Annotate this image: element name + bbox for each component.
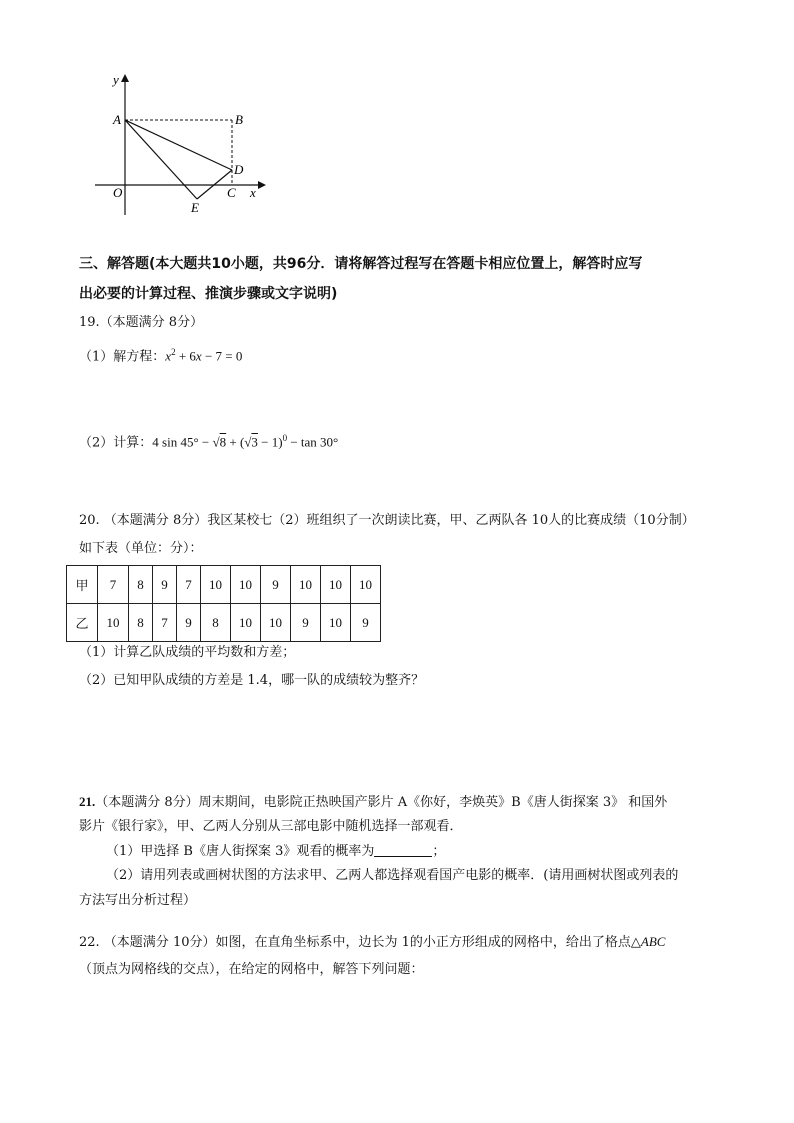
q21-sub2-line1: （2）请用列表或画树状图的方法求甲、乙两人都选择观看国产电影的概率．(请用画树状图或列表的 — [106, 868, 679, 883]
label-d: D — [234, 162, 244, 177]
label-c: C — [227, 185, 236, 200]
q19-eq-x2: x — [195, 348, 202, 364]
q19-expr-exp0: 0 — [282, 433, 288, 443]
q19-part1 — [79, 342, 242, 367]
q21-sub2-line2: 方法写出分析过程） — [79, 893, 197, 908]
q21-line1-text: （本题满分 8分）周末期间，电影院正热映国产影片 A《你好，李焕英》B《唐人街探案 3》 和国外 — [95, 795, 668, 810]
section-heading-line2: 出必要的计算过程、推演步骤或文字说明) — [79, 286, 338, 302]
score-cell: 9 — [153, 566, 177, 604]
label-o: O — [113, 185, 123, 200]
row-name-yi: 乙 — [67, 604, 98, 642]
score-cell: 10 — [261, 604, 291, 642]
score-cell: 8 — [129, 604, 153, 642]
score-cell: 7 — [177, 566, 201, 604]
score-cell: 10 — [231, 604, 261, 642]
coordinate-figure — [90, 70, 270, 220]
q19-eq-sq: 2 — [171, 347, 176, 357]
q21-sub1 — [106, 842, 445, 862]
score-cell: 9 — [291, 604, 321, 642]
q19-part1-label: （1）解方程： — [79, 349, 166, 365]
q19-eq-x: x — [165, 348, 172, 364]
q20-line2: 如下表（单位：分）： — [79, 541, 203, 556]
score-cell: 10 — [231, 566, 261, 604]
q22-line1-text: 22. （本题满分 10分）如图，在直角坐标系中，边长为 1的小正方形组成的网格中，给出了格点△ — [79, 935, 641, 950]
q19-expr-close: − 1) — [257, 434, 283, 450]
label-e: E — [191, 200, 199, 215]
q19-expr-minus: − √ — [198, 434, 220, 450]
q19-expr-a: 4 sin 45° — [152, 434, 199, 450]
x-axis-arrow-icon — [258, 181, 266, 189]
q21-line2: 影片《银行家》，甲、乙两人分别从三部电影中随机选择一部观看． — [79, 819, 463, 834]
q22-line2: （顶点为网格线的交点），在给定的网格中，解答下列问题： — [79, 962, 424, 977]
q19-eq-rest2: − 7 = 0 — [201, 348, 243, 364]
q21-line1 — [79, 792, 667, 813]
q19-part2-label: （2）计算： — [79, 435, 153, 451]
score-cell: 10 — [201, 566, 231, 604]
q22-triangle-abc: ABC — [640, 934, 666, 949]
score-table — [66, 565, 381, 642]
q21-sub1-end: ； — [432, 844, 446, 859]
q20-sub1: （1）计算乙队成绩的平均数和方差； — [79, 645, 296, 660]
q19-expr-plus: + (√ — [226, 434, 252, 450]
label-x: x — [250, 185, 256, 200]
q22-line1 — [79, 932, 665, 953]
score-cell: 10 — [98, 604, 129, 642]
score-cell: 7 — [98, 566, 129, 604]
q20-sub2: （2）已知甲队成绩的方差是 1.4，哪一队的成绩较为整齐？ — [79, 673, 425, 688]
y-axis-arrow-icon — [121, 74, 129, 82]
section-heading-line1: 三、解答题(本大题共10小题，共96分．请将解答过程写在答题卡相应位置上，解答时应写 — [79, 256, 643, 272]
q19-expr-rad3: 3 — [251, 434, 258, 450]
score-cell: 10 — [321, 566, 351, 604]
segment-ad — [125, 120, 232, 170]
table-row-jia — [67, 566, 381, 604]
q19-expr-tail: − tan 30° — [287, 434, 339, 450]
q19-header: 19.（本题满分 8分） — [79, 315, 204, 330]
q21-sub1-text: （1）甲选择 B《唐人街探案 3》观看的概率为 — [106, 844, 375, 859]
row-name-jia: 甲 — [67, 566, 98, 604]
score-cell: 7 — [153, 604, 177, 642]
q19-expr-rad8: 8 — [219, 434, 227, 450]
score-cell: 8 — [201, 604, 231, 642]
q19-eq-rest1: + 6 — [175, 348, 196, 364]
score-cell: 10 — [351, 566, 381, 604]
table-row-yi — [67, 604, 381, 642]
score-cell: 10 — [291, 566, 321, 604]
q20-line1: 20. （本题满分 8分）我区某校七（2）班组织了一次朗读比赛，甲、乙两队各 10人的比赛成绩（10分制） — [79, 513, 695, 528]
segment-ae — [125, 120, 197, 199]
score-cell: 8 — [129, 566, 153, 604]
label-y: y — [113, 72, 119, 87]
score-cell: 9 — [261, 566, 291, 604]
q19-part2 — [79, 428, 338, 453]
score-cell: 10 — [321, 604, 351, 642]
label-a: A — [113, 112, 121, 127]
score-cell: 9 — [177, 604, 201, 642]
q21-number: 21. — [79, 794, 96, 809]
score-cell: 9 — [351, 604, 381, 642]
label-b: B — [235, 112, 243, 127]
answer-blank[interactable] — [374, 843, 432, 857]
